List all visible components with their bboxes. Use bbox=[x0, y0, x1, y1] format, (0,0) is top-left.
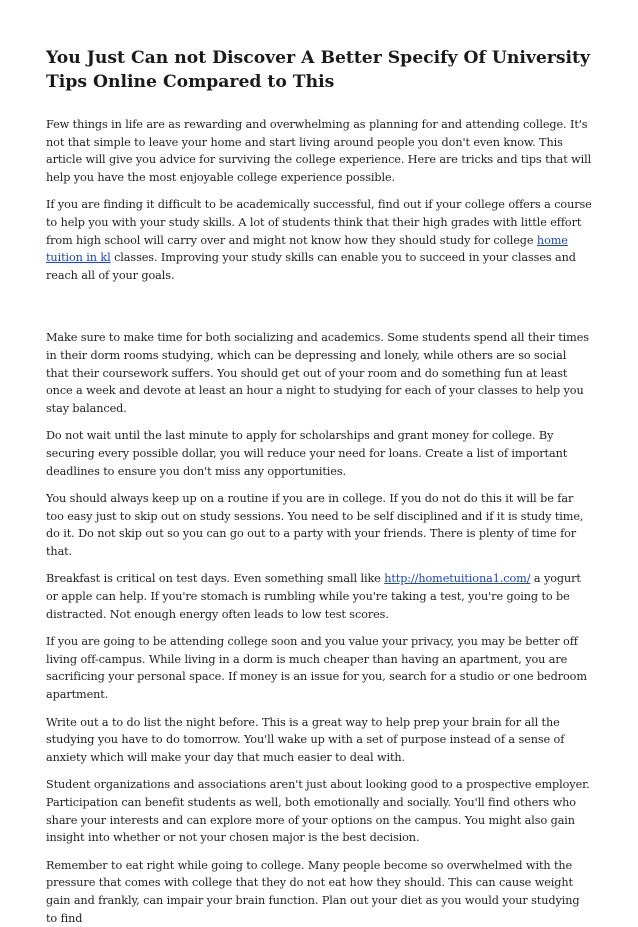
paragraph-3: Make sure to make time for both socializing and academics. Some students spend all their times in their dorm rooms studying, which can be depressing and lonely, while others are so social that their coursework suffers. You should get out of your room and do something fun at least once a week and devote at least an hour a night to studying for each of your classes to help you stay balanced. bbox=[46, 331, 589, 415]
home-tuition-link[interactable]: home tuition in kl bbox=[46, 233, 568, 265]
paragraph-9: Student organizations and associations aren't just about looking good to a prospective employer. Participation can benefit students as well, both emotionally and socially. You'll find others who share your interests and can explore more of your options on the campus. You might also gain insight into whether or not your chosen major is the best decision. bbox=[46, 778, 590, 845]
paragraph-10: Remember to eat right while going to college. Many people become so overwhelmed with the pressure that comes with college that they do not eat how they should. This can cause weight gain and frankly, can impair your brain function. Plan out your diet as you would your studying to find bbox=[46, 858, 580, 925]
paragraph-1: Few things in life are as rewarding and overwhelming as planning for and attending college. It's not that simple to leave your home and start living around people you don't even know. This article will give you advice for surviving the college experience. Here are tricks and tips that will help you have the most enjoyable college experience possible. bbox=[46, 118, 592, 184]
paragraph-5: You should always keep up on a routine if you are in college. If you do not do this it will be far too easy just to skip out on study sessions. You need to be self disciplined and if it is study time, do it. Do not skip out so you can go out to a party with your friends. There is plenty of time for that. bbox=[46, 492, 584, 558]
paragraph-2 bbox=[46, 196, 592, 284]
paragraph-6-text-before: Breakfast is critical on test days. Even something small like bbox=[46, 572, 385, 586]
hometuition-url-link[interactable]: http://hometuitiona1.com/ bbox=[384, 572, 531, 586]
article-title: You Just Can not Discover A Better Specify Of University Tips Online Compared to This bbox=[46, 48, 590, 92]
paragraph-6-text-after: a yogurt or apple can help. If you're stomach is rumbling while you're taking a test, you're going to be distracted. Not enough energy often leads to low test scores. bbox=[46, 572, 581, 621]
paragraph-2-text-before: If you are finding it difficult to be academically successful, find out if your college offers a course to help you with your study skills. A lot of students think that their high grades with little effort from high school will carry over and might not know how they should study for college bbox=[46, 198, 592, 247]
paragraph-7: If you are going to be attending college soon and you value your privacy, you may be better off living off-campus. While living in a dorm is much cheaper than having an apartment, you are sacrificing your personal space. If money is an issue for you, search for a studio or one bedroom apartment. bbox=[46, 635, 587, 702]
paragraph-6 bbox=[46, 570, 592, 623]
paragraph-2-text-after: classes. Improving your study skills can enable you to succeed in your classes and reach all of your goals. bbox=[46, 251, 576, 282]
paragraph-8: Write out a to do list the night before. This is a great way to help prep your brain for all the studying you have to do tomorrow. You'll wake up with a set of purpose instead of a sense of anxiety which will make your day that much easier to deal with. bbox=[46, 715, 565, 764]
paragraph-4: Do not wait until the last minute to apply for scholarships and grant money for college. By securing every possible dollar, you will reduce your need for loans. Create a list of important deadlines to ensure you don't miss any opportunities. bbox=[46, 429, 568, 478]
